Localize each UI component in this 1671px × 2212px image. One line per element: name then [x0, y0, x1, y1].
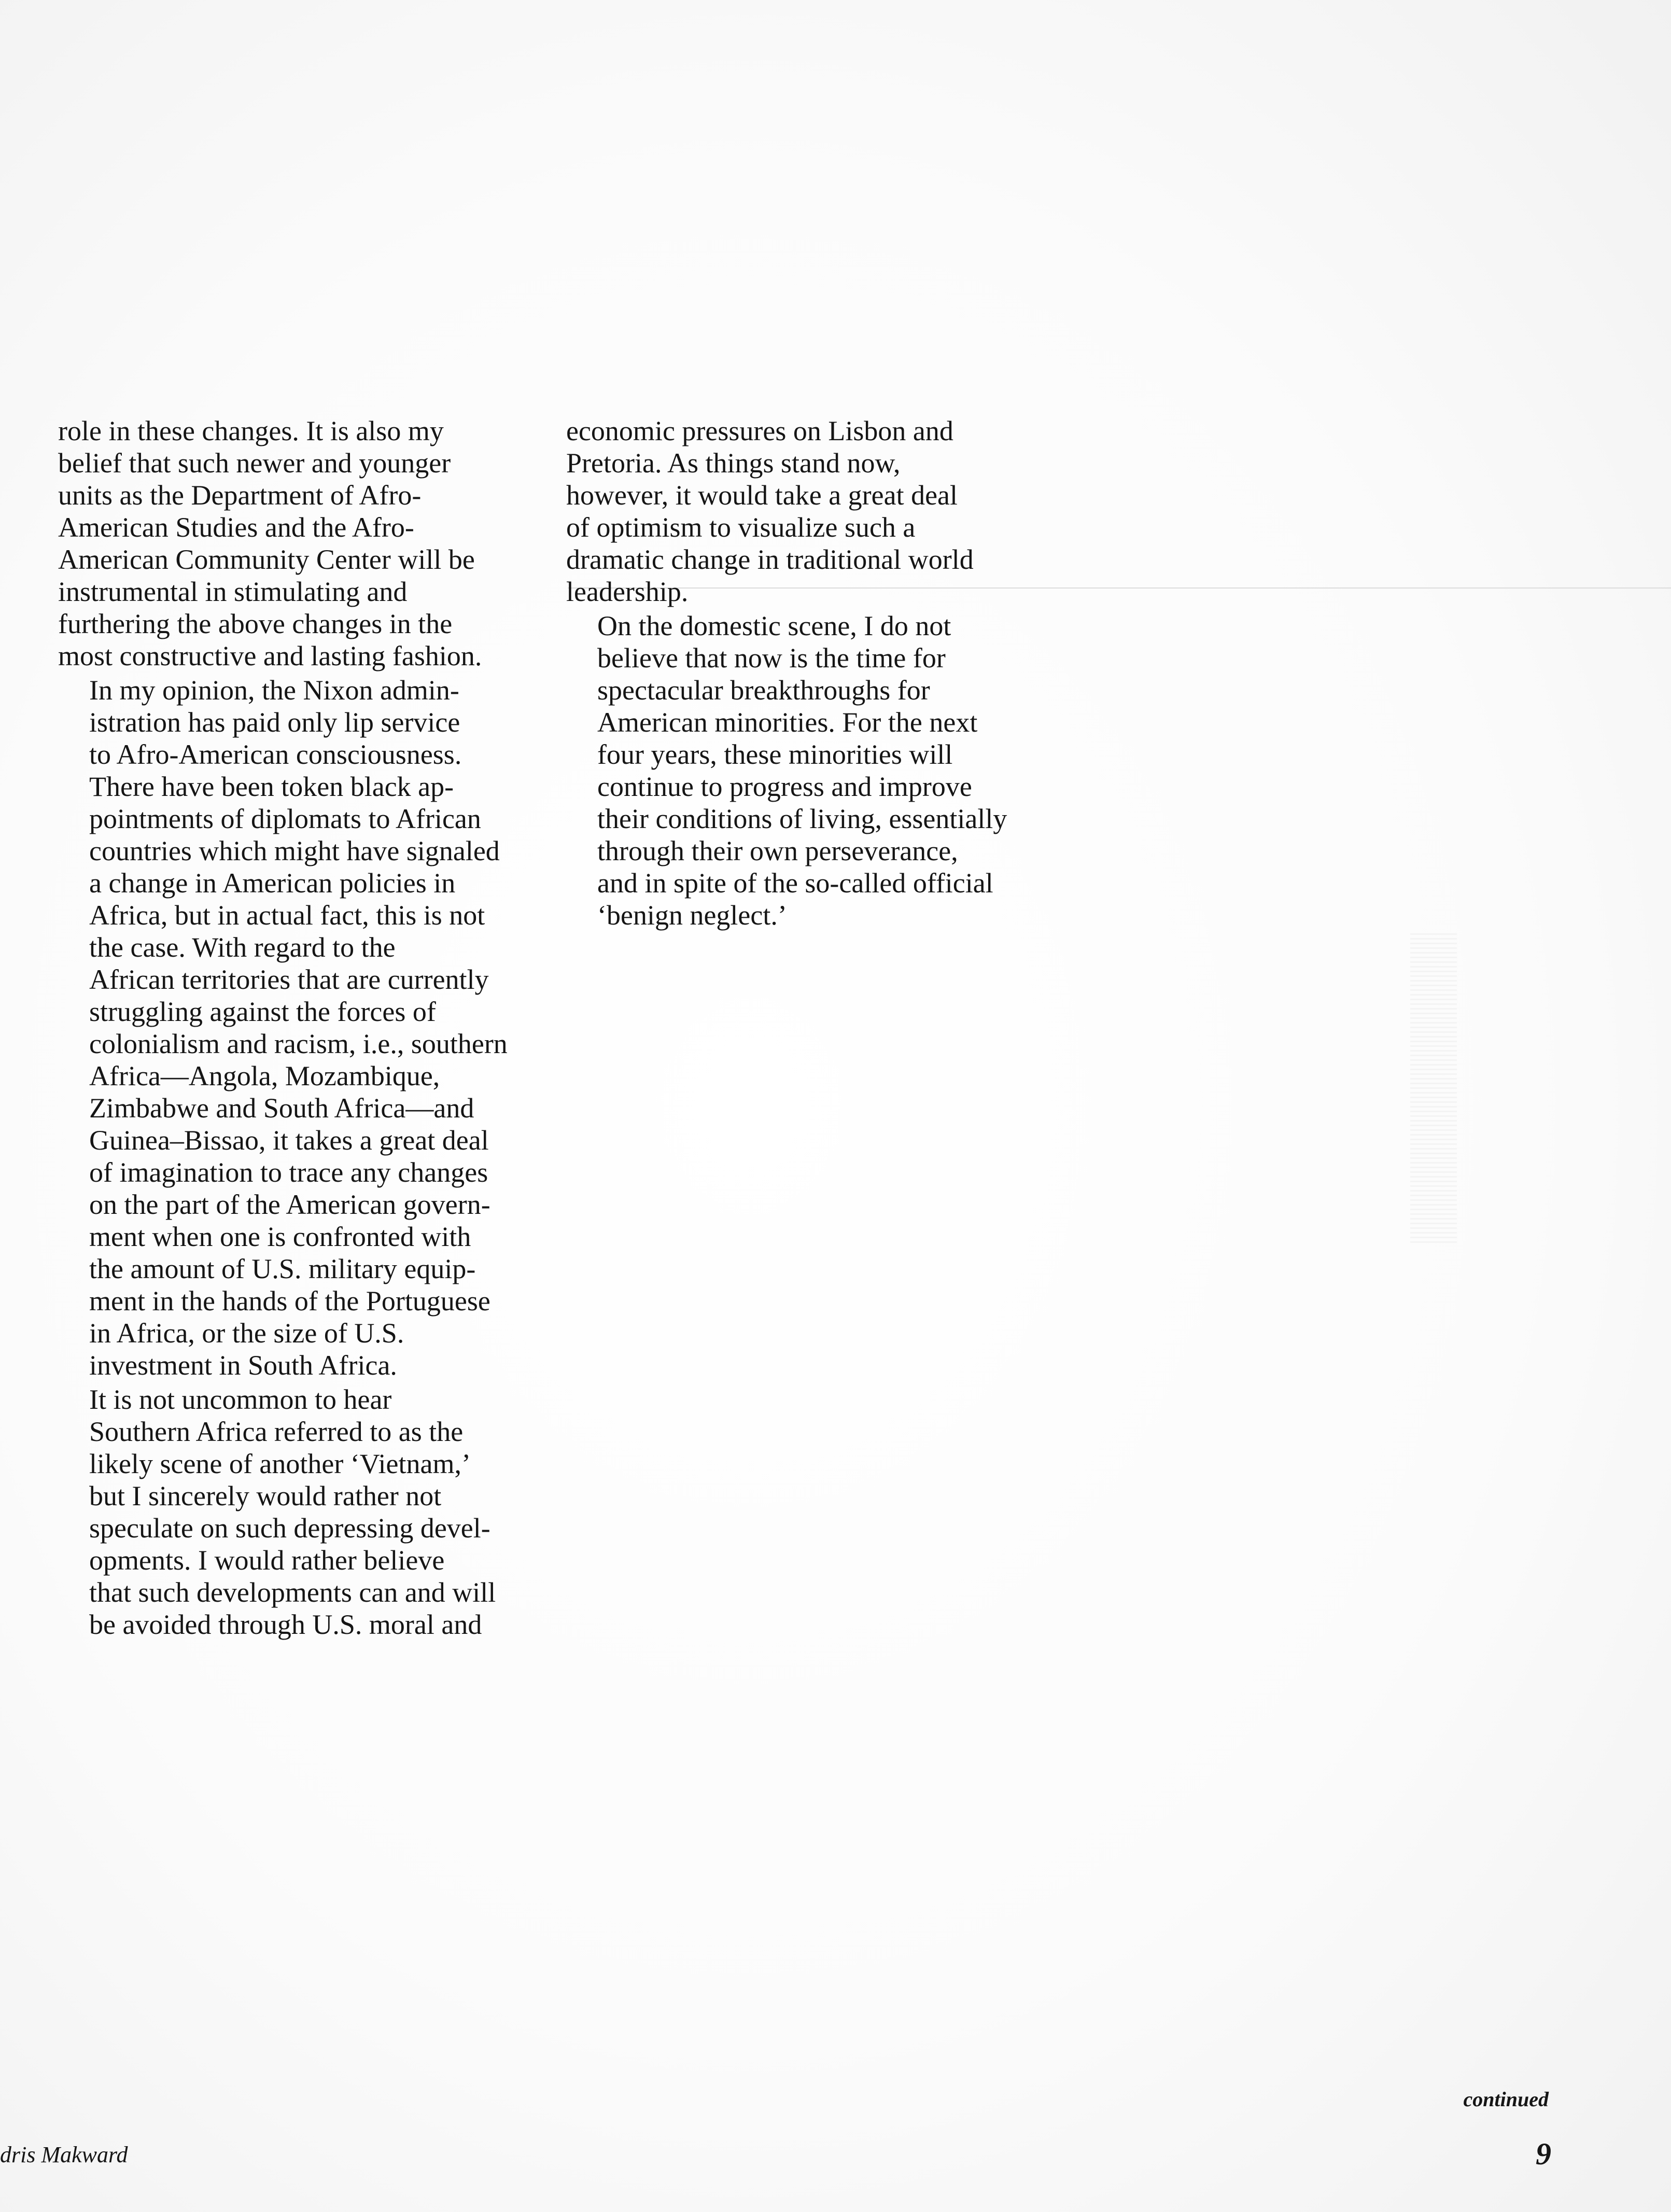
- text-line: and in spite of the so-called official: [597, 867, 993, 899]
- text-line: It is not uncommon to hear: [89, 1384, 392, 1415]
- text-line: struggling against the forces of: [89, 996, 436, 1027]
- text-line: Guinea–Bissao, it takes a great deal: [89, 1125, 489, 1156]
- text-line: ment in the hands of the Portuguese: [89, 1285, 490, 1317]
- text-line: of imagination to trace any changes: [89, 1157, 488, 1188]
- text-line: leadership.: [566, 576, 689, 607]
- text-line: African territories that are currently: [89, 964, 489, 995]
- text-line: through their own perseverance,: [597, 835, 958, 866]
- text-line: There have been token black ap-: [89, 771, 454, 802]
- text-line: speculate on such depressing devel-: [89, 1513, 490, 1544]
- text-line: role in these changes. It is also my: [58, 415, 444, 446]
- continued-label: continued: [1463, 2088, 1549, 2111]
- text-line: countries which might have signaled: [89, 835, 500, 866]
- text-line: four years, these minorities will: [597, 739, 953, 770]
- paragraph: [58, 674, 525, 1381]
- text-line: Africa, but in actual fact, this is not: [89, 900, 485, 931]
- text-line: opments. I would rather believe: [89, 1545, 445, 1576]
- left-text-column: [58, 415, 525, 1641]
- text-line: American Studies and the Afro-: [58, 512, 414, 543]
- text-line: instrumental in stimulating and: [58, 576, 408, 607]
- text-line: American minorities. For the next: [597, 707, 978, 738]
- right-text-column: [566, 415, 1043, 931]
- paragraph: [566, 415, 1043, 608]
- scan-speckle: [1410, 933, 1457, 1244]
- text-line: Pretoria. As things stand now,: [566, 447, 901, 479]
- text-line: ‘benign neglect.’: [597, 900, 787, 931]
- text-line: the case. With regard to the: [89, 932, 396, 963]
- text-line: likely scene of another ‘Vietnam,’: [89, 1448, 471, 1479]
- text-line: in Africa, or the size of U.S.: [89, 1318, 404, 1349]
- text-line: On the domestic scene, I do not: [597, 610, 951, 641]
- text-line: Africa—Angola, Mozambique,: [89, 1060, 440, 1091]
- text-line: pointments of diplomats to African: [89, 803, 481, 834]
- text-line: units as the Department of Afro-: [58, 480, 422, 511]
- text-line: Southern Africa referred to as the: [89, 1416, 464, 1447]
- text-line: that such developments can and will: [89, 1577, 496, 1608]
- text-line: most constructive and lasting fashion.: [58, 640, 482, 671]
- text-line: but I sincerely would rather not: [89, 1480, 442, 1511]
- text-line: economic pressures on Lisbon and: [566, 415, 953, 446]
- text-line: investment in South Africa.: [89, 1350, 397, 1381]
- text-line: to Afro-American consciousness.: [89, 739, 462, 770]
- text-line: the amount of U.S. military equip-: [89, 1253, 476, 1284]
- text-line: spectacular breakthroughs for: [597, 675, 930, 706]
- text-line: continue to progress and improve: [597, 771, 972, 802]
- text-line: of optimism to visualize such a: [566, 512, 916, 543]
- text-line: In my opinion, the Nixon admin-: [89, 675, 459, 706]
- author-credit: dris Makward: [0, 2142, 128, 2167]
- text-line: a change in American policies in: [89, 867, 456, 899]
- text-line: ment when one is confronted with: [89, 1221, 471, 1252]
- paragraph: [58, 415, 525, 672]
- text-line: colonialism and racism, i.e., southern: [89, 1028, 508, 1059]
- paragraph: [58, 1383, 525, 1641]
- text-line: be avoided through U.S. moral and: [89, 1609, 482, 1640]
- text-line: believe that now is the time for: [597, 642, 946, 674]
- text-line: belief that such newer and younger: [58, 447, 451, 479]
- text-line: on the part of the American govern-: [89, 1189, 490, 1220]
- text-line: furthering the above changes in the: [58, 608, 453, 639]
- text-line: their conditions of living, essentially: [597, 803, 1007, 834]
- text-line: dramatic change in traditional world: [566, 544, 974, 575]
- text-line: Zimbabwe and South Africa—and: [89, 1093, 474, 1124]
- paragraph: [566, 610, 1043, 931]
- text-line: however, it would take a great deal: [566, 480, 958, 511]
- text-line: istration has paid only lip service: [89, 707, 460, 738]
- text-line: American Community Center will be: [58, 544, 475, 575]
- page-number: 9: [1536, 2137, 1551, 2171]
